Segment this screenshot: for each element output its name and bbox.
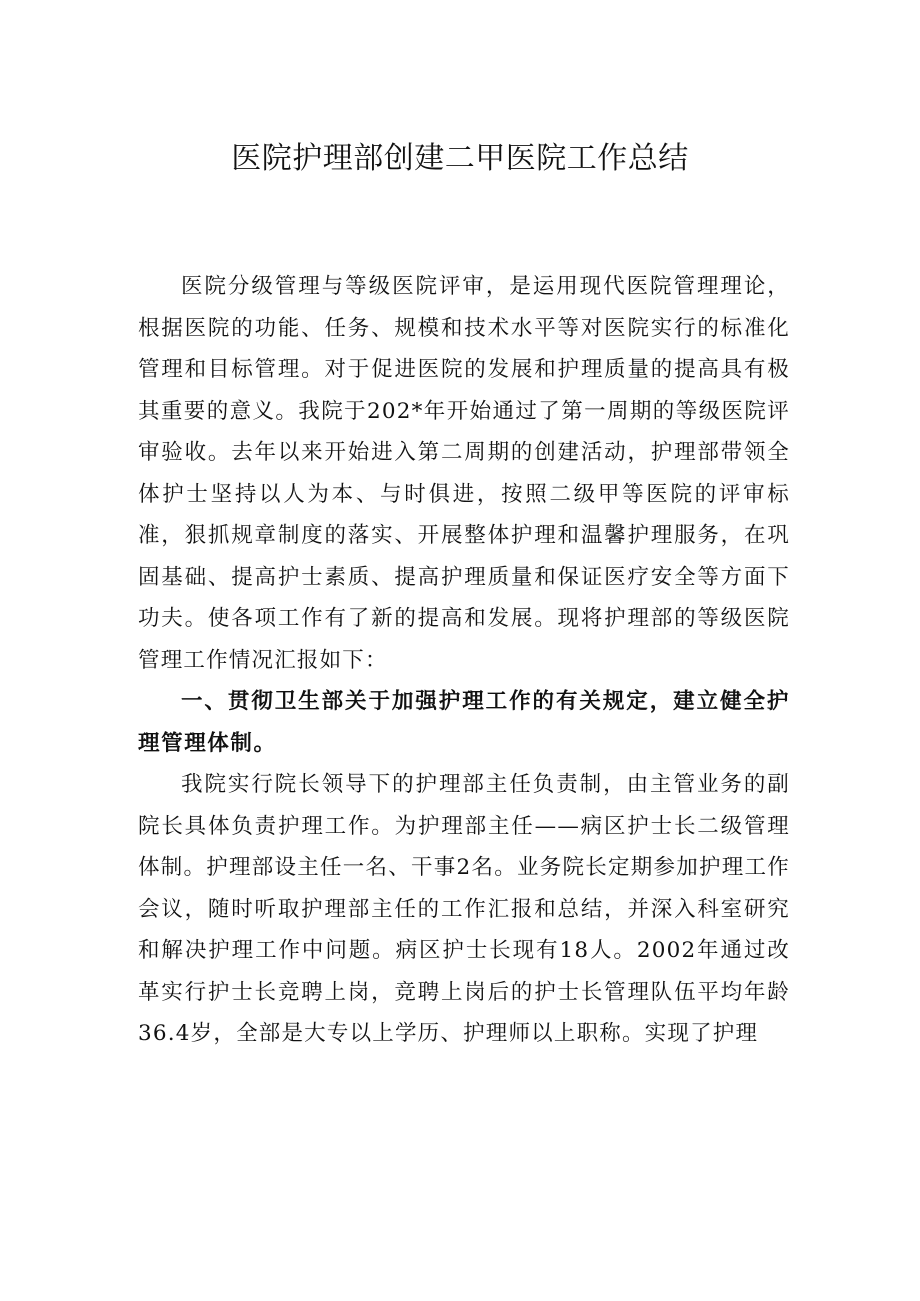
section-heading-1: 一、贯彻卫生部关于加强护理工作的有关规定，建立健全护理管理体制。 xyxy=(138,689,790,756)
intro-paragraph: 医院分级管理与等级医院评审，是运用现代医院管理理论，根据医院的功能、任务、规模和技术水平等对医院实行的标准化管理和目标管理。对于促进医院的发展和护理质量的提高具有极其重要的意义。我院于202*年开始通过了第一周期的等级医院评审验收。去年以来开始进入第二周期的创建活动，护理部带领全体护士坚持以人为本、与时俱进，按照二级甲等医院的评审标准，狠抓规章制度的落实、开展整体护理和温馨护理服务，在巩固基础、提高护士素质、提高护理质量和保证医疗安全等方面下功夫。使各项工作有了新的提高和发展。现将护理部的等级医院管理工作情况汇报如下： xyxy=(138,274,790,673)
document-title: 医院护理部创建二甲医院工作总结 xyxy=(231,141,689,176)
section-1-paragraph: 我院实行院长领导下的护理部主任负责制，由主管业务的副院长具体负责护理工作。为护理部主任——病区护士长二级管理体制。护理部设主任一名、干事2名。业务院长定期参加护理工作会议，随时听取护理部主任的工作汇报和总结，并深入科室研究和解决护理工作中问题。病区护士长现有18人。2002年通过改革实行护士长竞聘上岗，竞聘上岗后的护士长管理队伍平均年龄36.4岁，全部是大专以上学历、护理师以上职称。实现了护理 xyxy=(138,772,790,1046)
document-body xyxy=(138,266,790,1055)
